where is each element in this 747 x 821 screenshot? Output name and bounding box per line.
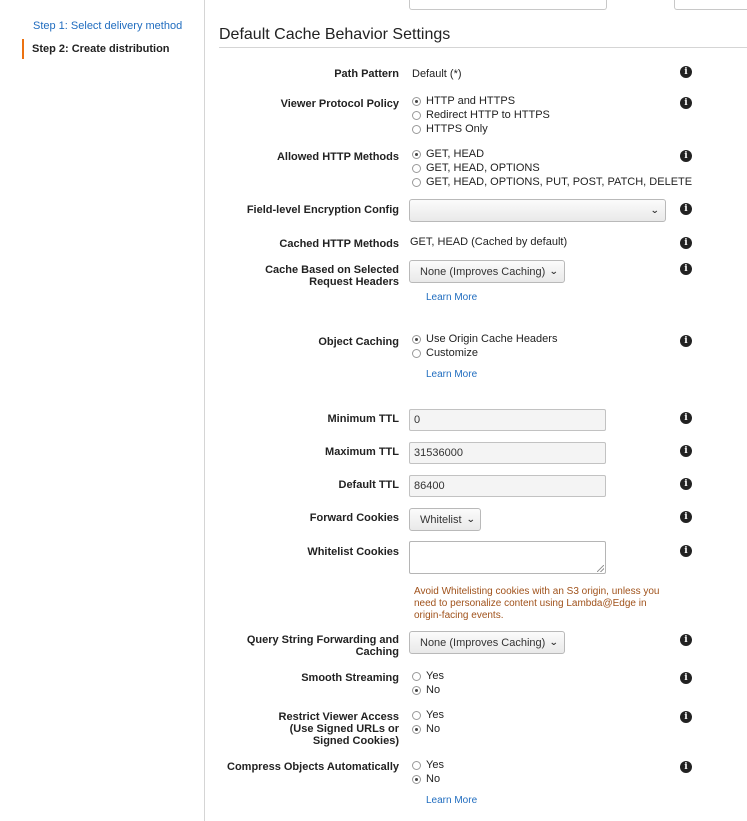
smooth-streaming-label: Smooth Streaming [301,672,399,684]
info-icon[interactable]: i [680,237,692,249]
info-icon[interactable]: i [680,672,692,684]
smooth-streaming-radio-group [412,669,444,697]
allowed-methods-label: Allowed HTTP Methods [276,151,399,163]
compress-option[interactable]: Yes [412,758,444,772]
nav-active-indicator [22,39,24,59]
whitelist-warning: Avoid Whitelisting cookies with an S3 origin, unless you need to personalize content using Lambda@Edge in origin-facing events. [414,586,660,621]
section-divider [219,47,747,48]
learn-more-link[interactable]: Learn More [426,369,478,380]
info-icon[interactable]: i [680,150,692,162]
info-icon[interactable]: i [680,478,692,490]
info-icon[interactable]: i [680,97,692,109]
smooth-streaming-option[interactable]: No [412,683,444,697]
object-caching-option[interactable]: Use Origin Cache Headers [412,332,557,346]
nav-step-2[interactable]: Step 2: Create distribution [32,43,170,55]
allowed-methods-option[interactable]: GET, HEAD, OPTIONS [412,161,692,175]
radio[interactable] [412,164,421,173]
restrict-viewer-option[interactable]: No [412,722,444,736]
compress-radio-group [412,758,444,786]
info-icon[interactable]: i [680,761,692,773]
allowed-methods-option[interactable]: GET, HEAD, OPTIONS, PUT, POST, PATCH, DELETE [412,175,692,189]
nav-divider [204,0,205,821]
cached-methods-label: Cached HTTP Methods [279,238,399,250]
default-ttl-label: Default TTL [338,479,399,491]
radio-checked[interactable] [412,686,421,695]
forward-cookies-label: Forward Cookies [309,512,399,524]
min-ttl-input[interactable]: 0 [409,409,606,431]
path-pattern-label: Path Pattern [334,68,399,80]
info-icon[interactable]: i [680,203,692,215]
info-icon[interactable]: i [680,263,692,275]
top-partial-field [409,0,607,10]
info-icon[interactable]: i [680,445,692,457]
info-icon[interactable]: i [680,711,692,723]
restrict-viewer-radio-group [412,708,444,736]
fle-config-label: Field-level Encryption Config [246,204,399,216]
cache-headers-select[interactable]: None (Improves Caching) ⌄ [409,260,565,283]
resize-handle[interactable] [597,565,604,572]
viewer-protocol-label: Viewer Protocol Policy [280,98,399,110]
top-partial-field-right [674,0,747,10]
chevron-down-icon: ⌄ [549,266,559,276]
viewer-protocol-option[interactable]: HTTPS Only [412,122,550,136]
radio[interactable] [412,711,421,720]
radio-checked[interactable] [412,335,421,344]
compress-label: Compress Objects Automatically [227,761,399,773]
query-string-select[interactable]: None (Improves Caching) ⌄ [409,631,565,654]
whitelist-cookies-label: Whitelist Cookies [307,546,399,558]
info-icon[interactable]: i [680,511,692,523]
learn-more-link[interactable]: Learn More [426,292,478,303]
smooth-streaming-option[interactable]: Yes [412,669,444,683]
radio[interactable] [412,349,421,358]
viewer-protocol-option[interactable]: Redirect HTTP to HTTPS [412,108,550,122]
info-icon[interactable]: i [680,545,692,557]
compress-option[interactable]: No [412,772,444,786]
cache-headers-label: Cache Based on Selected Request Headers [265,264,399,288]
info-icon[interactable]: i [680,335,692,347]
radio[interactable] [412,125,421,134]
viewer-protocol-option[interactable]: HTTP and HTTPS [412,94,550,108]
radio[interactable] [412,761,421,770]
info-icon[interactable]: i [680,66,692,78]
viewer-protocol-radio-group [412,94,550,136]
forward-cookies-select[interactable]: Whitelist ⌄ [409,508,481,531]
chevron-down-icon: ⌄ [549,637,559,647]
object-caching-option[interactable]: Customize [412,346,557,360]
learn-more-link[interactable]: Learn More [426,795,478,806]
cached-methods-value: GET, HEAD (Cached by default) [410,236,568,248]
radio-checked[interactable] [412,97,421,106]
allowed-methods-option[interactable]: GET, HEAD [412,147,692,161]
section-title: Default Cache Behavior Settings [219,26,451,43]
max-ttl-label: Maximum TTL [325,446,399,458]
radio[interactable] [412,111,421,120]
radio-checked[interactable] [412,725,421,734]
radio-checked[interactable] [412,775,421,784]
chevron-down-icon: ⌄ [465,514,475,524]
radio[interactable] [412,672,421,681]
radio-checked[interactable] [412,150,421,159]
restrict-viewer-option[interactable]: Yes [412,708,444,722]
default-ttl-input[interactable]: 86400 [409,475,606,497]
whitelist-cookies-textarea[interactable] [409,541,606,574]
object-caching-radio-group [412,332,557,360]
info-icon[interactable]: i [680,412,692,424]
chevron-down-icon: ⌄ [650,205,660,215]
radio[interactable] [412,178,421,187]
query-string-label: Query String Forwarding and Caching [246,634,399,658]
nav-step-1[interactable]: Step 1: Select delivery method [33,20,183,32]
path-pattern-value: Default (*) [412,68,462,80]
fle-config-select[interactable] [409,199,666,222]
restrict-viewer-label: Restrict Viewer Access (Use Signed URLs or Signed Cookies) [278,711,399,747]
min-ttl-label: Minimum TTL [327,413,399,425]
allowed-methods-radio-group [412,147,692,189]
max-ttl-input[interactable]: 31536000 [409,442,606,464]
info-icon[interactable]: i [680,634,692,646]
object-caching-label: Object Caching [318,336,399,348]
